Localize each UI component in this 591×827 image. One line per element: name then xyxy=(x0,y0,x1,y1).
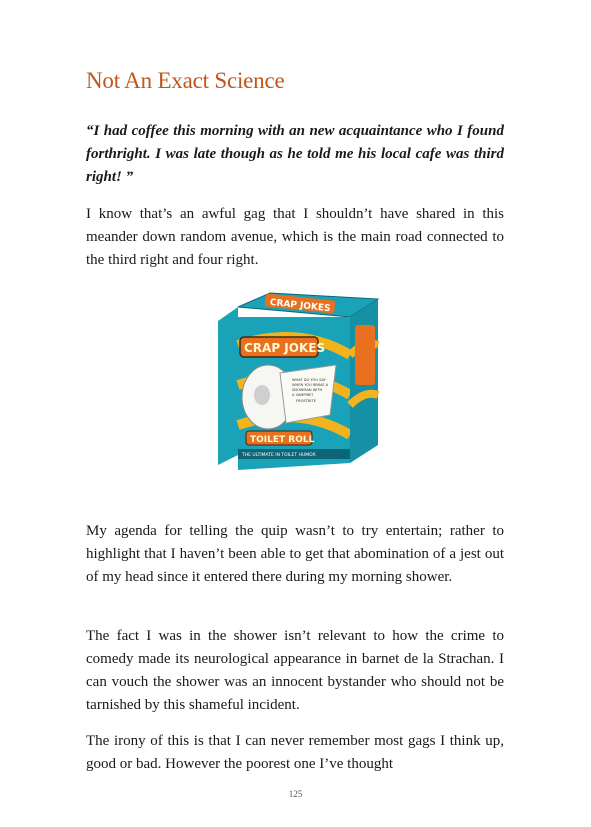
side-face-label: CRAP JOKES xyxy=(377,315,395,364)
opening-quote: “I had coffee this morning with an new acquaintance who I found forthright. I was late though as he told me his local cafe was third right! ” xyxy=(86,123,504,185)
paragraph-1: I know that’s an awful gag that I shouldn’t have shared in this meander down random avenue, which is the main road connected to the third right and four right. xyxy=(86,206,504,268)
paragraph-2: My agenda for telling the quip wasn’t to try entertain; rather to highlight that I haven’t been able to get that abomination of a jest out of my head since it entered there during my morning shower. xyxy=(86,523,504,585)
crap-jokes-box-illustration xyxy=(210,285,395,480)
paragraph-3: The fact I was in the shower isn’t relevant to how the crime to comedy made its neurological appearance in barnet de la Strachan. I can vouch the shower was an innocent bystander who should not be tarnished by this shameful incident. xyxy=(86,628,504,713)
tagline: THE ULTIMATE IN TOILET HUMOR xyxy=(242,453,316,458)
top-face-label: CRAP JOKES xyxy=(269,297,331,315)
page-number: 125 xyxy=(288,789,303,799)
paragraph-4: The irony of this is that I can never remember most gags I think up, good or bad. However the poorest one I’ve thought xyxy=(86,733,504,772)
sheet-text: WHAT DO YOU SAY WHEN YOU BRING A SNOWMAN WITH A VAMPIRE? FROSTBITE xyxy=(292,378,329,403)
roll-label: TOILET ROLL xyxy=(250,435,315,445)
front-face-label: CRAP JOKES xyxy=(244,341,326,355)
crap-jokes-box-image xyxy=(210,285,395,480)
page-title: Not An Exact Science xyxy=(86,68,285,93)
